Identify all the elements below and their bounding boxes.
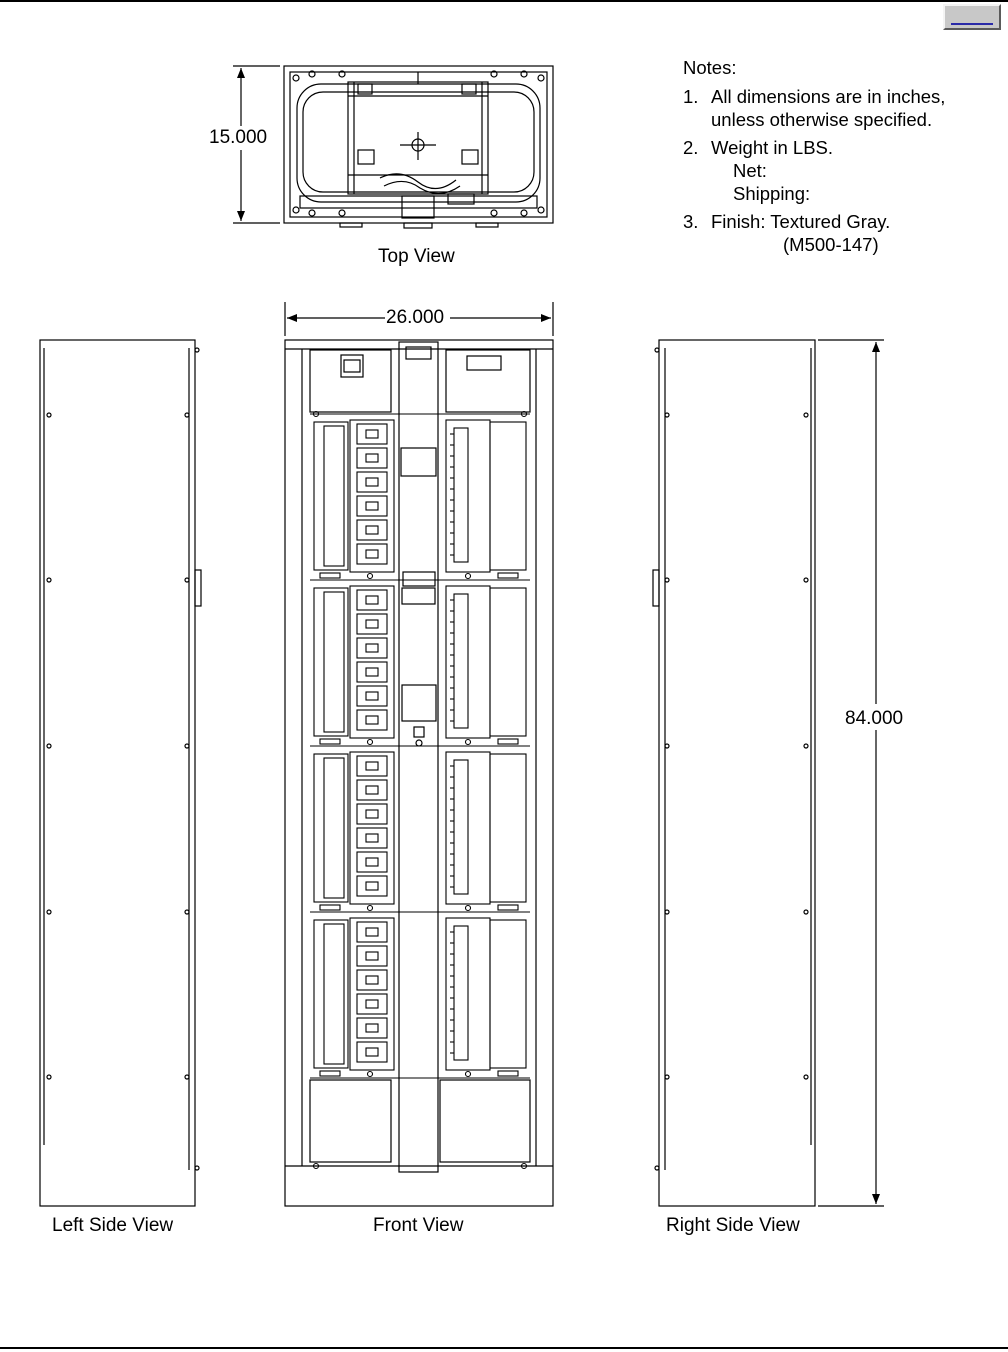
- latch: [498, 905, 518, 910]
- breaker: [357, 448, 387, 468]
- notes-block: [683, 56, 945, 261]
- breaker-handle: [366, 550, 378, 558]
- right-side-view-label: Right Side View: [666, 1215, 800, 1236]
- breaker: [357, 638, 387, 658]
- breaker-handle: [366, 644, 378, 652]
- note-text: Finish: Textured Gray.: [711, 211, 891, 232]
- mount-screw: [466, 1072, 471, 1077]
- depth-dimension-label: 15.000: [209, 127, 268, 148]
- breaker: [357, 1018, 387, 1038]
- latch: [320, 1071, 340, 1076]
- breaker: [357, 876, 387, 896]
- mount-screw: [368, 740, 373, 745]
- left-side-view-label: Left Side View: [52, 1215, 174, 1236]
- breaker-handle: [366, 952, 378, 960]
- breaker-handle: [366, 762, 378, 770]
- right-panel-cover: [490, 754, 526, 902]
- breaker-handle: [366, 858, 378, 866]
- latch: [320, 739, 340, 744]
- note-number: 2.: [683, 137, 699, 158]
- width-dimension-label: 26.000: [386, 307, 445, 328]
- mount-screw: [466, 740, 471, 745]
- breaker-handle: [366, 692, 378, 700]
- left-panel-cover: [314, 588, 348, 736]
- breaker-handle: [366, 928, 378, 936]
- breaker: [357, 614, 387, 634]
- breaker-handle: [366, 1000, 378, 1008]
- right-side-view-drawing: [653, 340, 815, 1206]
- left-panel-slot: [324, 426, 344, 566]
- breaker: [357, 544, 387, 564]
- note-subtext-net: Net:: [733, 160, 767, 181]
- bus-bar: [454, 926, 468, 1060]
- breaker: [357, 852, 387, 872]
- breaker-handle: [366, 478, 378, 486]
- breaker-handle: [366, 810, 378, 818]
- right-panel-cover: [490, 920, 526, 1068]
- note-item: [683, 85, 945, 131]
- breaker: [357, 804, 387, 824]
- latch: [320, 905, 340, 910]
- breaker: [357, 946, 387, 966]
- latch: [320, 573, 340, 578]
- mount-screw: [466, 906, 471, 911]
- note-item: [683, 210, 945, 256]
- footer-rule: [0, 1347, 1008, 1349]
- breaker: [357, 828, 387, 848]
- front-view-label: Front View: [373, 1215, 464, 1236]
- bus-bar: [454, 760, 468, 894]
- breaker-handle: [366, 1024, 378, 1032]
- top-view-drawing: [284, 66, 553, 228]
- breaker: [357, 756, 387, 776]
- breaker-handle: [366, 834, 378, 842]
- breaker-handle: [366, 596, 378, 604]
- breaker: [357, 994, 387, 1014]
- bus-bar: [454, 428, 468, 562]
- note-number: 1.: [683, 86, 699, 107]
- note-text: unless otherwise specified.: [711, 109, 933, 130]
- breaker-handle: [366, 882, 378, 890]
- note-text: All dimensions are in inches,: [711, 86, 946, 107]
- breaker-handle: [366, 502, 378, 510]
- right-panel-cover: [490, 588, 526, 736]
- breaker-handle: [366, 668, 378, 676]
- breaker-handle: [366, 1048, 378, 1056]
- height-dimension-label: 84.000: [845, 708, 904, 729]
- note-subtext-finish-code: (M500-147): [783, 234, 879, 255]
- breaker: [357, 472, 387, 492]
- left-panel-slot: [324, 758, 344, 898]
- latch: [498, 1071, 518, 1076]
- breaker-handle: [366, 976, 378, 984]
- notes-title: Notes:: [683, 57, 737, 78]
- note-subtext-shipping: Shipping:: [733, 183, 811, 204]
- bus-bar: [454, 594, 468, 728]
- breaker: [357, 780, 387, 800]
- mount-screw: [368, 1072, 373, 1077]
- breaker: [357, 662, 387, 682]
- breaker: [357, 424, 387, 444]
- breaker-handle: [366, 526, 378, 534]
- left-panel-cover: [314, 754, 348, 902]
- mount-screw: [368, 574, 373, 579]
- breaker: [357, 970, 387, 990]
- left-panel-slot: [324, 592, 344, 732]
- breaker: [357, 710, 387, 730]
- mount-screw: [368, 906, 373, 911]
- breaker-handle: [366, 716, 378, 724]
- breaker: [357, 922, 387, 942]
- note-number: 3.: [683, 211, 699, 232]
- latch: [498, 739, 518, 744]
- left-side-view-drawing: [40, 340, 201, 1206]
- breaker-handle: [366, 786, 378, 794]
- breaker: [357, 686, 387, 706]
- right-panel-cover: [490, 422, 526, 570]
- height-dimension: [818, 340, 884, 1206]
- note-item: [683, 136, 945, 205]
- breaker: [357, 1042, 387, 1062]
- breaker: [357, 496, 387, 516]
- latch: [498, 573, 518, 578]
- left-panel-cover: [314, 920, 348, 1068]
- mount-screw: [466, 574, 471, 579]
- left-panel-slot: [324, 924, 344, 1064]
- top-view-label: Top View: [378, 246, 455, 267]
- left-panel-cover: [314, 422, 348, 570]
- breaker-handle: [366, 620, 378, 628]
- breaker-handle: [366, 454, 378, 462]
- breaker-handle: [366, 430, 378, 438]
- note-text: Weight in LBS.: [711, 137, 834, 158]
- breaker: [357, 590, 387, 610]
- breaker: [357, 520, 387, 540]
